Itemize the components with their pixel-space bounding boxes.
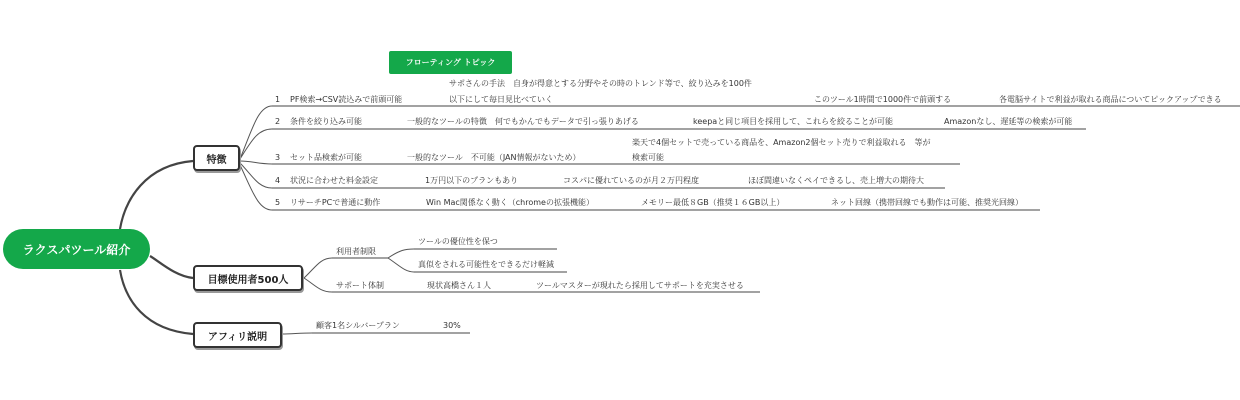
feature-2-label[interactable]: 条件を絞り込み可能: [290, 117, 362, 126]
feature-4-extra1[interactable]: コスパに優れているのが月２万円程度: [563, 176, 699, 185]
feature-1-extra1[interactable]: このツール1時間で1000件で前頭する: [814, 95, 952, 104]
feature-3-extra-line2[interactable]: 検索可能: [632, 153, 664, 162]
feature-3-number: 3: [275, 153, 281, 162]
feature-1-detail-line1[interactable]: サポさんの手法 自身が得意とする分野やその時のトレンド等で、絞り込みを100件: [449, 79, 752, 88]
feature-5-number: 5: [275, 198, 281, 207]
support-plan[interactable]: ツールマスターが現れたら採用してサポートを充実させる: [536, 281, 744, 290]
topic-target-users[interactable]: 目標使用者500人: [193, 265, 303, 291]
user-limit-label[interactable]: 利用者制限: [336, 247, 376, 256]
feature-2-extra1[interactable]: keepaと同じ項目を採用して、これらを絞ることが可能: [693, 117, 894, 126]
feature-4-label[interactable]: 状況に合わせた料金設定: [290, 176, 378, 185]
user-limit-item-1[interactable]: ツールの優位性を保つ: [418, 237, 498, 246]
feature-2-detail[interactable]: 一般的なツールの特徴 何でもかんでもデータで引っ張りあげる: [407, 117, 639, 126]
feature-4-number: 4: [275, 176, 281, 185]
feature-4-extra2[interactable]: ほぼ間違いなくペイできるし、売上増大の期待大: [748, 176, 924, 185]
support-label[interactable]: サポート体制: [336, 281, 384, 290]
feature-5-extra1[interactable]: メモリー最低８GB（推奨１６GB以上）: [641, 198, 785, 207]
feature-5-detail[interactable]: Win Mac関係なく動く（chromeの拡張機能）: [426, 198, 594, 207]
floating-topic[interactable]: フローティング トピック: [389, 51, 512, 74]
feature-5-label[interactable]: リサーチPCで普通に動作: [290, 198, 381, 207]
topic-affiliate[interactable]: アフィリ説明: [193, 322, 282, 348]
feature-4-detail[interactable]: 1万円以下のプランもあり: [425, 176, 519, 185]
feature-2-extra2[interactable]: Amazonなし、遅延等の検索が可能: [944, 117, 1073, 126]
feature-1-detail-line2[interactable]: 以下にして毎日見比べていく: [449, 95, 553, 104]
feature-3-label[interactable]: セット品検索が可能: [290, 153, 362, 162]
affiliate-rate[interactable]: 30%: [443, 321, 461, 330]
affiliate-plan[interactable]: 顧客1名シルバープラン: [316, 321, 400, 330]
feature-5-extra2[interactable]: ネット回線（携帯回線でも動作は可能、推奨光回線）: [831, 198, 1023, 207]
feature-1-extra2[interactable]: 各電脳サイトで利益が取れる商品についてピックアップできる: [999, 95, 1222, 104]
support-current[interactable]: 現状高橋さん１人: [427, 281, 491, 290]
topic-features[interactable]: 特徴: [193, 145, 240, 171]
feature-1-label[interactable]: PF検索→CSV読込みで前頭可能: [290, 95, 403, 104]
root-topic[interactable]: ラクスパツール紹介: [3, 229, 150, 269]
user-limit-item-2[interactable]: 真似をされる可能性をできるだけ軽減: [418, 260, 554, 269]
feature-2-number: 2: [275, 117, 281, 126]
feature-3-extra-line1[interactable]: 楽天で4個セットで売っている商品を、Amazon2個セット売りで利益取れる 等が: [632, 138, 931, 147]
feature-3-detail[interactable]: 一般的なツール 不可能（JAN情報がないため）: [407, 153, 581, 162]
feature-1-number: 1: [275, 95, 281, 104]
